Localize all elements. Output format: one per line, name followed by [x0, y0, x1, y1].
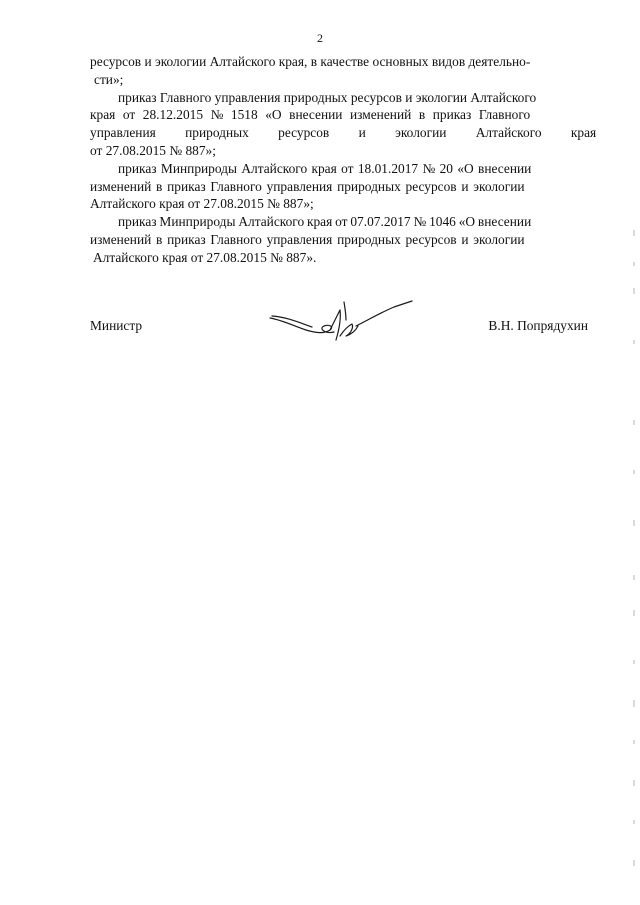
text-line	[90, 195, 588, 213]
text-line	[90, 178, 588, 196]
text-line-content: изменений в приказ Главного управления природных ресурсов и экологии	[90, 178, 525, 194]
text-line-content: приказ Минприроды Алтайского края от 18.01.2017 № 20 «О внесении	[118, 160, 532, 176]
text-line	[90, 231, 588, 249]
text-line	[90, 124, 597, 142]
text-line-content: сти»;	[94, 71, 124, 87]
text-line	[90, 106, 588, 124]
signatory-name: В.Н. Попрядухин	[488, 318, 588, 333]
text-line	[90, 53, 588, 71]
text-line-content: приказ Минприроды Алтайского края от 07.07.2017 № 1046 «О внесении	[118, 214, 532, 230]
text-line	[90, 142, 588, 160]
text-line	[90, 213, 588, 231]
document-body	[90, 53, 597, 267]
text-line-content: Алтайского края от 27.08.2015 № 887»;	[90, 196, 314, 212]
text-line-content: ресурсов и экологии Алтайского края, в качестве основных видов деятельно-	[90, 54, 531, 69]
scan-edge-artifact	[632, 0, 636, 905]
text-line	[90, 71, 588, 89]
text-line	[90, 249, 588, 267]
text-line	[90, 160, 588, 178]
text-line-content: управления природных ресурсов и экологии Алтайского края	[90, 125, 597, 141]
text-line-content: края от 28.12.2015 № 1518 «О внесении изменений в приказ Главного	[90, 107, 531, 123]
text-line	[90, 89, 588, 107]
page-number: 2	[317, 31, 323, 45]
text-line-content: приказ Главного управления природных ресурсов и экологии Алтайского	[118, 89, 537, 105]
signatory-title: Министр	[90, 318, 143, 333]
text-line-content: изменений в приказ Главного управления природных ресурсов и экологии	[90, 231, 525, 247]
handwritten-signature	[268, 296, 414, 344]
text-line-content: Алтайского края от 27.08.2015 № 887».	[93, 249, 317, 265]
text-line-content: от 27.08.2015 № 887»;	[90, 142, 216, 158]
